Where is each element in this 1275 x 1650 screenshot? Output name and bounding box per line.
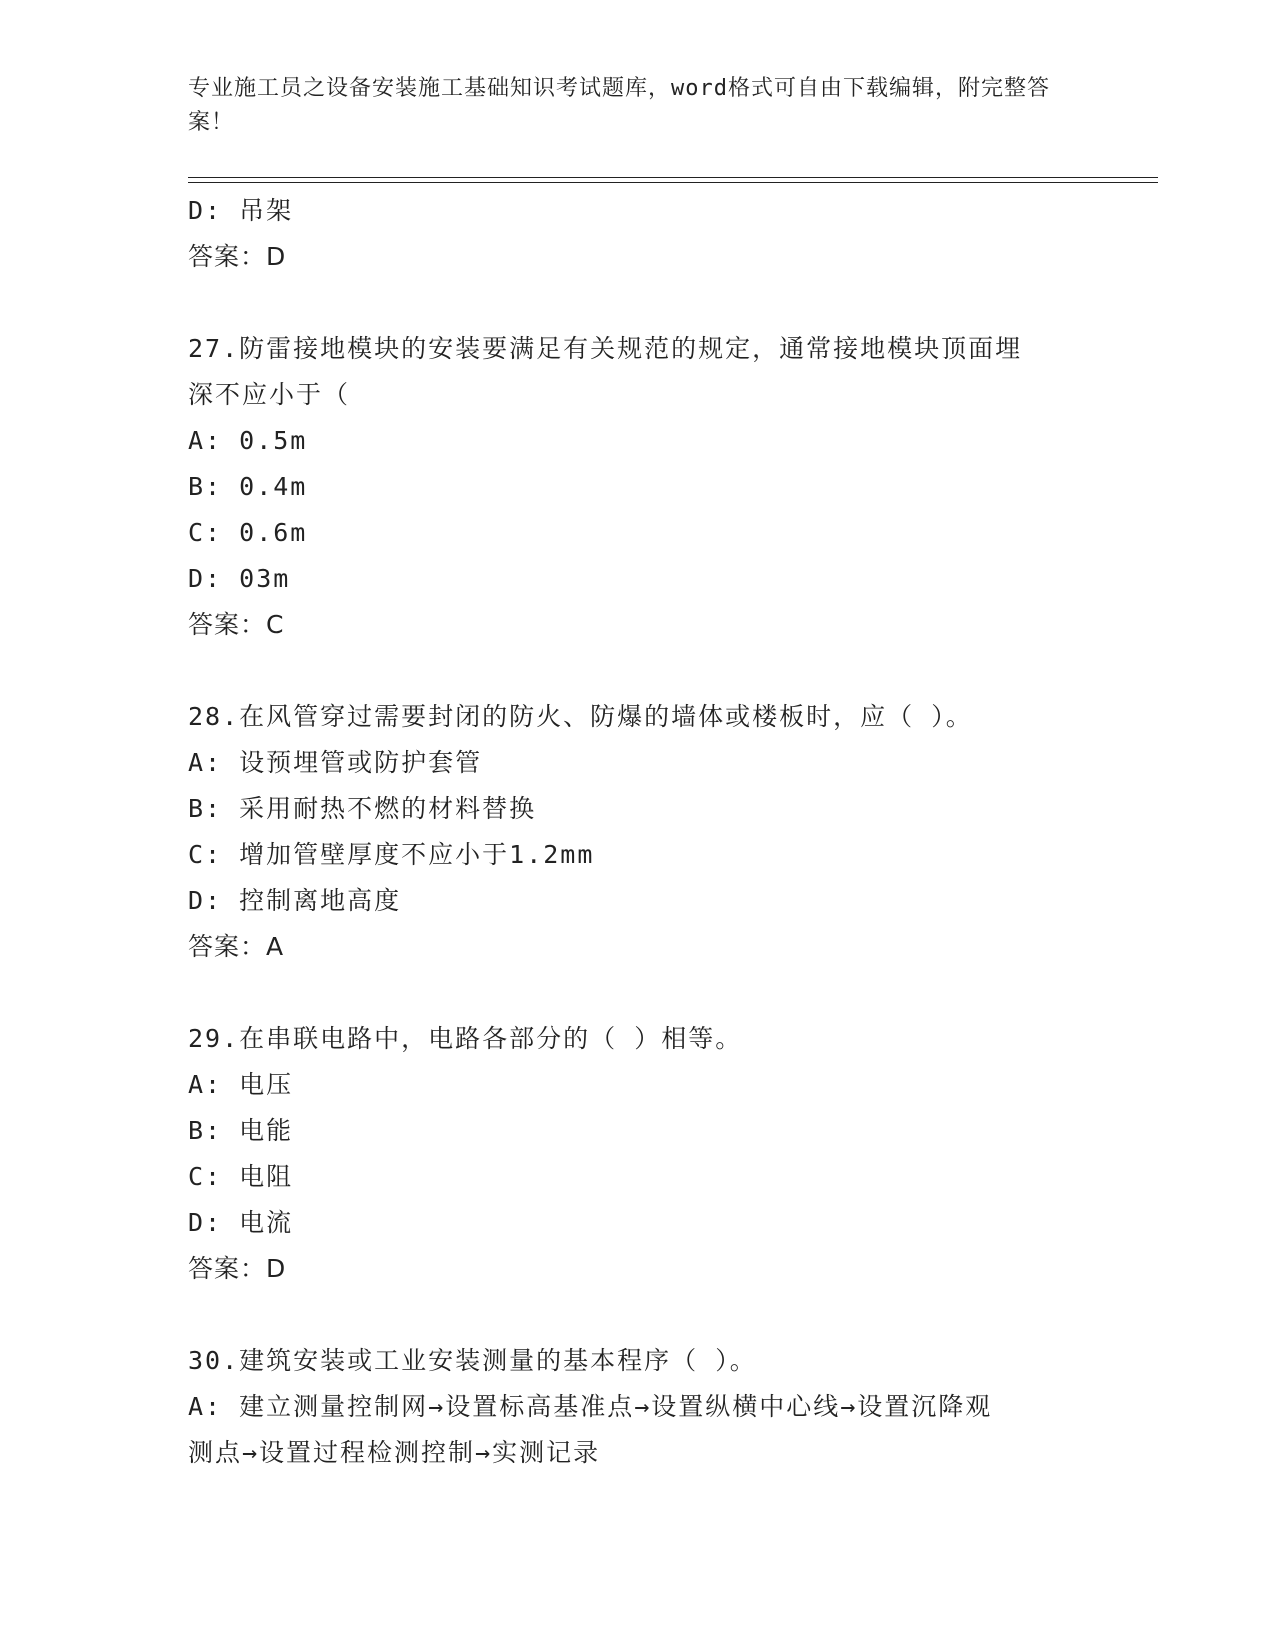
question-stem: 27.防雷接地模块的安装要满足有关规范的规定，通常接地模块顶面埋 xyxy=(188,334,1023,363)
option-b: B: 电能 xyxy=(188,1116,294,1145)
question-stem: 29.在串联电路中，电路各部分的（ ）相等。 xyxy=(188,1024,743,1053)
question-28 xyxy=(188,694,1088,970)
option-b: B: 0.4m xyxy=(188,472,308,501)
question-stem: 28.在风管穿过需要封闭的防火、防爆的墙体或楼板时，应（ ）。 xyxy=(188,702,973,731)
option-d: D: 电流 xyxy=(188,1208,294,1237)
option-c: C: 增加管壁厚度不应小于1.2mm xyxy=(188,840,595,869)
option-d: D: 03m xyxy=(188,564,291,593)
option-a: A: 建立测量控制网→设置标高基准点→设置纵横中心线→设置沉降观 xyxy=(188,1392,993,1421)
question-stem: 30.建筑安装或工业安装测量的基本程序（ ）。 xyxy=(188,1346,757,1375)
option-a: A: 电压 xyxy=(188,1070,294,1099)
option-c: C: 0.6m xyxy=(188,518,308,547)
answer: 答案：C xyxy=(188,610,285,639)
question-30 xyxy=(188,1338,1088,1476)
answer: 答案：D xyxy=(188,1254,287,1283)
header-rule-bottom xyxy=(188,182,1158,183)
option-b: B: 采用耐热不燃的材料替换 xyxy=(188,794,537,823)
answer: 答案：D xyxy=(188,242,287,271)
option-a-continued: 测点→设置过程检测控制→实测记录 xyxy=(188,1438,601,1467)
question-26-tail xyxy=(188,188,1088,280)
answer: 答案：A xyxy=(188,932,285,961)
option-c: C: 电阻 xyxy=(188,1162,294,1191)
page-header: 专业施工员之设备安装施工基础知识考试题库，word格式可自由下载编辑，附完整答案！ xyxy=(188,76,1050,135)
question-29 xyxy=(188,1016,1088,1292)
question-stem-continued: 深不应小于（ xyxy=(188,380,351,409)
option-d: D: 吊架 xyxy=(188,196,294,225)
option-d: D: 控制离地高度 xyxy=(188,886,402,915)
question-27 xyxy=(188,326,1088,648)
header-rule-top xyxy=(188,177,1158,178)
question-content xyxy=(188,188,1088,1476)
option-a: A: 0.5m xyxy=(188,426,308,455)
option-a: A: 设预埋管或防护套管 xyxy=(188,748,483,777)
